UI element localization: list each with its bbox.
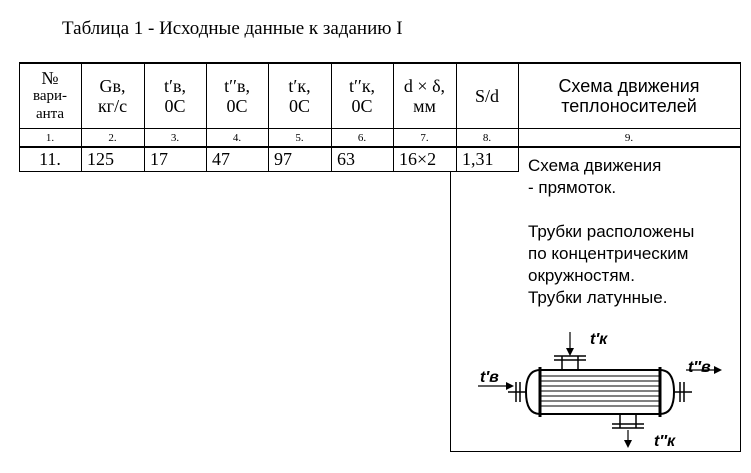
- label-t-out-water: t′′в: [688, 359, 711, 376]
- label-t-in-water: t′в: [480, 369, 499, 386]
- header-t-in-condensate: t′к, 0C: [288, 76, 311, 116]
- note-line: по концентрическим: [528, 244, 689, 263]
- col-number: 3.: [170, 131, 180, 144]
- header-variant: № вари- анта: [32, 68, 68, 122]
- header-t-in-water: t′в, 0C: [164, 76, 186, 116]
- header-t-out-condensate: t′′к, 0C: [348, 76, 376, 116]
- header-flow-rate: Gв, кг/с: [97, 76, 128, 116]
- scheme-description: [528, 155, 743, 309]
- cell-flow-rate: 125: [87, 149, 114, 169]
- note-line: Трубки расположены: [528, 222, 695, 241]
- table-caption: Таблица 1 - Исходные данные к заданию I: [62, 18, 403, 39]
- note-line: Трубки латунные.: [528, 288, 668, 307]
- label-t-in-condensate: t′к: [590, 331, 608, 348]
- cell-t-in-condensate: 97: [274, 149, 292, 169]
- tube-bundle: [540, 376, 660, 406]
- header-t-out-water: t′′в, 0C: [224, 76, 250, 116]
- cell-variant: 11.: [39, 149, 61, 169]
- label-t-out-condensate: t′′к: [654, 433, 676, 450]
- cell-pitch-ratio: 1,31: [462, 149, 494, 169]
- cell-tube-size: 16×2: [399, 149, 437, 169]
- left-cap: [526, 370, 540, 414]
- cell-t-in-water: 17: [150, 149, 168, 169]
- col-number: 8.: [482, 131, 492, 144]
- header-tube-size: d × δ, мм: [403, 76, 446, 116]
- col-number: 2.: [108, 131, 117, 144]
- col-number: 5.: [295, 131, 304, 144]
- col-number: 1.: [45, 131, 55, 144]
- col-number: 6.: [357, 131, 367, 144]
- shell: [540, 370, 660, 414]
- cell-t-out-water: 47: [212, 149, 230, 169]
- right-cap: [660, 370, 674, 414]
- cell-t-out-condensate: 63: [337, 149, 355, 169]
- col-number: 4.: [232, 131, 242, 144]
- heat-exchanger-diagram: [468, 320, 738, 470]
- col-number: 9.: [624, 131, 634, 144]
- col-number: 7.: [420, 131, 429, 144]
- note-line: Схема движения: [528, 156, 662, 175]
- header-pitch-ratio: S/d: [474, 86, 499, 106]
- note-line: - прямоток.: [528, 178, 617, 197]
- note-line: окружностям.: [528, 266, 635, 285]
- header-scheme: Схема движения теплоносителей: [558, 76, 700, 116]
